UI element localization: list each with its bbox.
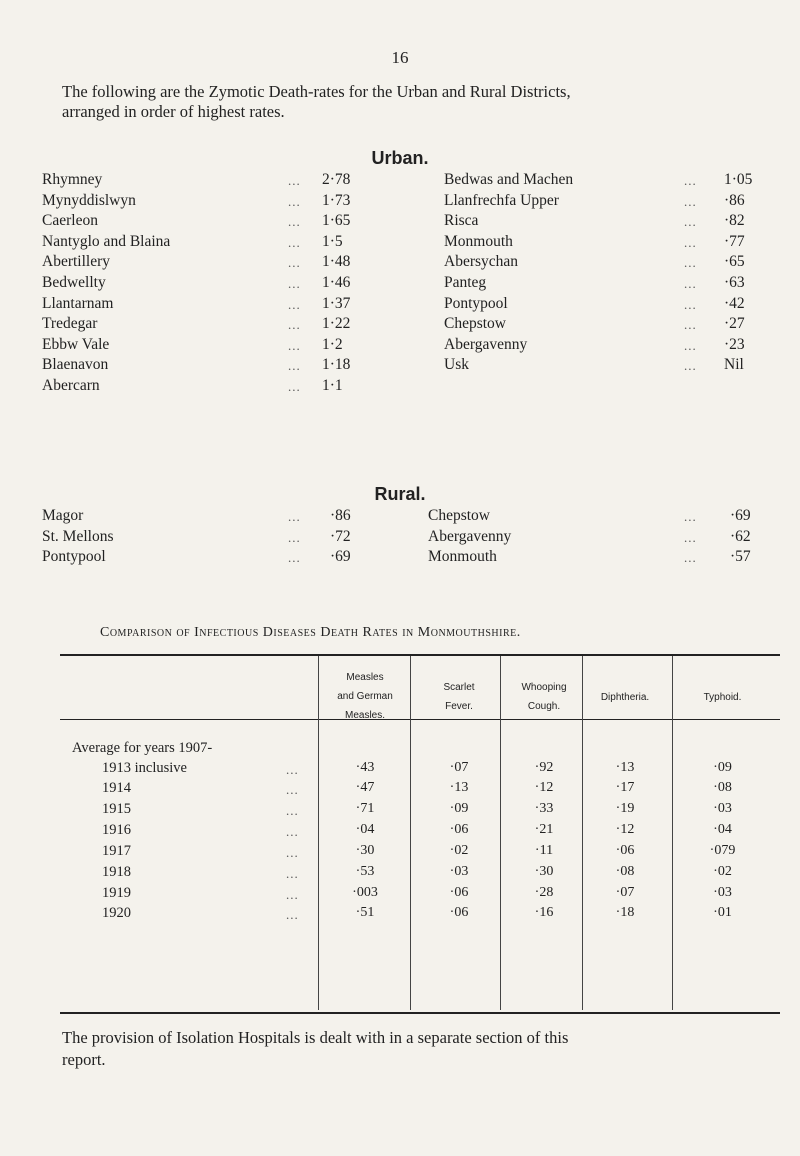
urban-right-dots: ... [684, 358, 697, 374]
rural-right-name: Monmouth [428, 548, 497, 565]
urban-left-name: Blaenavon [42, 356, 109, 374]
urban-right-rate: 1·05 [724, 171, 753, 188]
table-cell: ·92 [534, 760, 554, 775]
urban-right-rate: ·86 [724, 191, 745, 209]
table-cell: ·06 [615, 843, 635, 858]
table-cell: ·43 [355, 760, 375, 775]
urban-left-dots: ... [288, 276, 301, 291]
rural-heading: Rural. [374, 484, 426, 504]
rural-left-rate: ·72 [330, 527, 351, 545]
urban-left-dots: ... [288, 255, 301, 271]
table-cell: ·53 [355, 864, 375, 879]
rural-left-name: Magor [42, 507, 84, 524]
urban-right-dots: ... [684, 234, 697, 250]
row-dots: ... [286, 782, 299, 797]
rural-left-dots: ... [288, 529, 301, 545]
urban-right-dots: ... [684, 193, 697, 209]
table-cell: ·06 [449, 822, 469, 837]
urban-right-dots: ... [684, 317, 697, 333]
page-number: 16 [391, 48, 409, 67]
urban-right-dots: ... [684, 173, 697, 188]
rural-right-dots: ... [684, 529, 697, 545]
urban-left-name: Llantarnam [42, 294, 114, 312]
table-cell: ·28 [534, 885, 554, 900]
comparison-title: Comparison of Infectious Diseases Death Rates in Monmouthshire. [100, 625, 521, 640]
urban-left-name: Caerleon [42, 212, 98, 230]
urban-right-dots: ... [684, 255, 697, 271]
rural-right-rate: ·69 [730, 507, 751, 524]
urban-right-name: Abersychan [444, 253, 519, 271]
column-header [320, 668, 410, 725]
urban-right-dots: ... [684, 296, 697, 312]
intro-paragraph [62, 82, 792, 122]
urban-right-name: Llanfrechfa Upper [444, 191, 559, 209]
urban-right-dots: ... [684, 337, 697, 353]
rural-left-dots: ... [288, 509, 301, 524]
table-cell: ·06 [449, 885, 469, 900]
urban-right-rate: ·42 [724, 294, 745, 312]
urban-right-name: Pontypool [444, 294, 508, 312]
urban-right-rate: ·27 [724, 315, 745, 333]
table-cell: ·02 [449, 843, 469, 858]
urban-left-dots: ... [288, 379, 301, 394]
urban-left-dots: ... [288, 193, 301, 209]
table-cell: ·21 [534, 822, 554, 837]
table-cell: ·13 [615, 760, 635, 775]
rural-left-dots: ... [288, 550, 301, 565]
table-cell: ·19 [615, 801, 635, 816]
row-label: 1917 [102, 843, 131, 859]
urban-left-dots: ... [288, 234, 301, 250]
column-header [585, 688, 665, 707]
urban-left-rate: 1·18 [322, 356, 351, 374]
rural-left-name: Pontypool [42, 548, 106, 565]
row-label: 1918 [102, 864, 131, 880]
table-cell: ·07 [615, 885, 635, 900]
row-dots: ... [286, 824, 299, 839]
table-cell: ·08 [713, 780, 732, 795]
rural-left-rate: ·69 [330, 548, 351, 565]
urban-right-name: Panteg [444, 274, 487, 291]
urban-left-name: Tredegar [42, 315, 98, 333]
urban-left-name: Bedwellty [42, 274, 106, 291]
table-cell: ·16 [534, 905, 554, 920]
urban-left-rate: 1·1 [322, 377, 343, 394]
urban-left-name: Abercarn [42, 377, 100, 394]
column-divider [672, 656, 673, 1010]
table-cell: ·30 [355, 843, 375, 858]
table-cell: ·04 [355, 822, 375, 837]
row-dots: ... [286, 866, 299, 881]
table-cell: ·18 [615, 905, 635, 920]
intro-line-1: The following are the Zymotic Death-rates for the Urban and Rural Districts, [62, 82, 571, 101]
rural-right-name: Chepstow [428, 507, 490, 524]
table-bottom-rule [60, 1012, 780, 1014]
rural-right-dots: ... [684, 509, 697, 524]
urban-left-dots: ... [288, 317, 301, 333]
rural-left-rate: ·86 [330, 507, 351, 524]
table-cell: ·33 [534, 801, 554, 816]
urban-right-rate: ·63 [724, 274, 745, 291]
table-cell: ·03 [713, 801, 732, 816]
row-dots: ... [286, 803, 299, 818]
column-divider [582, 656, 583, 1010]
urban-right-rate: ·77 [724, 232, 745, 250]
urban-left-dots: ... [288, 296, 301, 312]
urban-right-rate: ·23 [724, 335, 745, 353]
urban-right-dots: ... [684, 214, 697, 230]
table-cell: ·079 [709, 843, 736, 858]
urban-heading: Urban. [371, 148, 429, 168]
urban-right-name: Chepstow [444, 315, 506, 333]
urban-left-name: Rhymney [42, 171, 103, 188]
urban-left-rate: 1·2 [322, 335, 343, 353]
table-cell: ·01 [713, 905, 732, 920]
column-header [420, 678, 498, 716]
row-label: Average for years 1907- [72, 740, 213, 756]
column-divider [500, 656, 501, 1010]
column-header-line: Measles. [344, 710, 385, 721]
urban-left-rate: 1·5 [322, 232, 343, 250]
column-header-line: Measles [346, 672, 384, 683]
row-label: 1913 inclusive [102, 760, 187, 776]
table-cell: ·09 [713, 760, 732, 775]
table-cell: ·02 [713, 864, 732, 879]
table-cell: ·17 [615, 780, 635, 795]
urban-right-name: Bedwas and Machen [444, 171, 574, 188]
urban-left-rate: 1·48 [322, 253, 351, 271]
row-dots: ... [286, 762, 299, 777]
table-cell: ·51 [355, 905, 375, 920]
table-cell: ·03 [713, 885, 732, 900]
row-label: 1914 [102, 780, 131, 796]
urban-left-dots: ... [288, 337, 301, 353]
column-header-line: Typhoid. [703, 692, 742, 703]
table-cell: ·30 [534, 864, 554, 879]
urban-right-rate: ·82 [724, 212, 745, 230]
urban-left-rate: 1·37 [322, 294, 351, 312]
urban-left-rate: 1·73 [322, 191, 351, 209]
row-label: 1920 [102, 905, 131, 921]
urban-left-rate: 2·78 [322, 171, 351, 188]
urban-left-name: Mynyddislwyn [42, 191, 136, 209]
column-header-line: Fever. [445, 701, 473, 712]
column-header-line: Scarlet [443, 682, 475, 693]
row-label: 1919 [102, 885, 131, 901]
urban-right-rate: ·65 [724, 253, 745, 271]
rural-right-dots: ... [684, 550, 697, 565]
row-dots: ... [286, 845, 299, 860]
table-cell: ·07 [449, 760, 469, 775]
table-cell: ·06 [449, 905, 469, 920]
row-label: 1916 [102, 822, 131, 838]
rural-right-name: Abergavenny [428, 527, 512, 545]
urban-right-name: Monmouth [444, 232, 513, 250]
rural-right-rate: ·62 [730, 527, 751, 545]
urban-left-rate: 1·46 [322, 274, 351, 291]
urban-right-name: Risca [444, 212, 479, 230]
urban-right-name: Abergavenny [444, 335, 528, 353]
urban-left-dots: ... [288, 173, 301, 188]
table-cell: ·08 [615, 864, 635, 879]
rural-right-rate: ·57 [730, 548, 751, 565]
urban-left-dots: ... [288, 358, 301, 374]
row-label: 1915 [102, 801, 131, 817]
row-dots: ... [286, 887, 299, 902]
column-header [675, 688, 770, 707]
urban-left-name: Ebbw Vale [42, 335, 110, 353]
table-cell: ·03 [449, 864, 469, 879]
column-header-line: Cough. [527, 701, 561, 712]
row-dots: ... [286, 907, 299, 922]
urban-left-name: Abertillery [42, 253, 111, 271]
table-cell: ·47 [355, 780, 375, 795]
table-cell: ·003 [352, 885, 378, 900]
table-cell: ·13 [449, 780, 469, 795]
column-header-line: and German [337, 691, 393, 702]
column-divider [318, 656, 319, 1010]
urban-left-rate: 1·65 [322, 212, 351, 230]
table-cell: ·71 [355, 801, 375, 816]
footer-paragraph [62, 1027, 792, 1071]
urban-right-name: Usk [444, 356, 469, 374]
urban-left-dots: ... [288, 214, 301, 230]
table-cell: ·04 [713, 822, 732, 837]
footer-line-2: report. [62, 1050, 106, 1069]
column-header [508, 678, 580, 716]
urban-right-dots: ... [684, 276, 697, 291]
footer-line-1: The provision of Isolation Hospitals is dealt with in a separate section of this [62, 1028, 569, 1047]
table-cell: ·12 [615, 822, 635, 837]
urban-left-name: Nantyglo and Blaina [42, 232, 171, 250]
rural-left-name: St. Mellons [42, 527, 114, 545]
table-cell: ·11 [534, 843, 554, 858]
table-cell: ·12 [534, 780, 554, 795]
urban-right-rate: Nil [724, 356, 744, 374]
column-header-line: Whooping [521, 682, 567, 693]
table-cell: ·09 [449, 801, 469, 816]
urban-left-rate: 1·22 [322, 315, 351, 333]
intro-line-2: arranged in order of highest rates. [62, 102, 285, 121]
column-header-line: Diphtheria. [600, 692, 650, 703]
column-divider [410, 656, 411, 1010]
